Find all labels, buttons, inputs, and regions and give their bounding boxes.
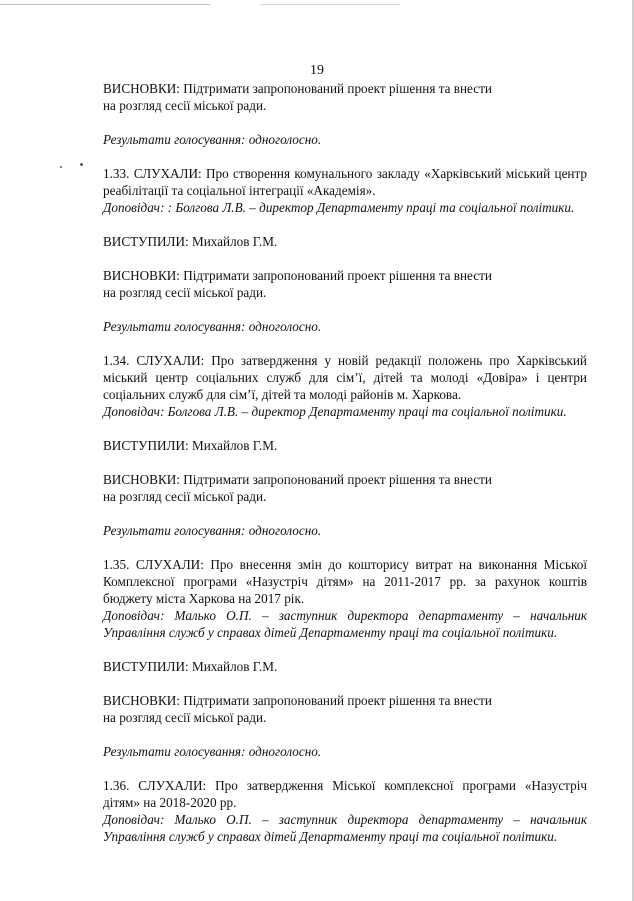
item-heard: 1.35. СЛУХАЛИ: Про внесення змін до кошторису витрат на виконання Міської Комплексної програми «Назустріч дітям» на 2011-2017 рр. за рахунок коштів бюджету міста Харкова на 2017 рік. — [103, 557, 587, 606]
item-vote-result: Результати голосування: одноголосно. — [103, 523, 322, 538]
item-spoke: ВИСТУПИЛИ: Михайлов Г.М. — [103, 234, 278, 249]
scan-edge-line — [260, 4, 400, 5]
item-conclusions: ВИСНОВКИ: Підтримати запропонований проект рішення та внести на розгляд сесії міської ради. — [103, 268, 492, 300]
item-spoke: ВИСТУПИЛИ: Михайлов Г.М. — [103, 659, 278, 674]
scan-speck — [60, 166, 62, 168]
item-conclusions: ВИСНОВКИ: Підтримати запропонований проект рішення та внести на розгляд сесії міської ради. — [103, 693, 492, 725]
agenda-item-1-33 — [103, 165, 587, 335]
agenda-item-1-35 — [103, 556, 587, 760]
intro-conclusions: ВИСНОВКИ: Підтримати запропонований проект рішення та внести на розгляд сесії міської ради. — [103, 81, 492, 113]
item-spoke: ВИСТУПИЛИ: Михайлов Г.М. — [103, 438, 278, 453]
scan-edge-line — [0, 4, 210, 5]
page-number: 19 — [310, 63, 324, 78]
item-vote-result: Результати голосування: одноголосно. — [103, 744, 322, 759]
item-heard: 1.36. СЛУХАЛИ: Про затвердження Міської комплексної програми «Назустріч дітям» на 2018-2020 рр. — [103, 778, 587, 810]
intro-vote-result: Результати голосування: одноголосно. — [103, 132, 322, 147]
item-speaker: Доповідач: Малько О.П. – заступник директора департаменту – начальник Управління служб у справах дітей Департаменту праці та соціальної політики. — [103, 608, 587, 640]
item-vote-result: Результати голосування: одноголосно. — [103, 319, 322, 334]
item-speaker: Доповідач: : Болгова Л.В. – директор Департаменту праці та соціальної політики. — [103, 200, 575, 215]
item-conclusions: ВИСНОВКИ: Підтримати запропонований проект рішення та внести на розгляд сесії міської ради. — [103, 472, 492, 504]
scan-speck — [80, 163, 83, 166]
agenda-item-1-34 — [103, 352, 587, 539]
item-heard: 1.33. СЛУХАЛИ: Про створення комунального закладу «Харківський міський центр реабілітації та соціальної інтеграції «Академія». — [103, 166, 587, 198]
item-speaker: Доповідач: Болгова Л.В. – директор Департаменту праці та соціальної політики. — [103, 404, 567, 419]
item-speaker: Доповідач: Малько О.П. – заступник директора департаменту – начальник Управління служб у справах дітей Департаменту праці та соціальної політики. — [103, 812, 587, 844]
item-heard: 1.34. СЛУХАЛИ: Про затвердження у новій редакції положень про Харківський міський центр соціальних служб для сім’ї, дітей та молоді «Довіра» і центри соціальних служб для сім’ї, дітей та молоді районів м. Харкова. — [103, 353, 587, 402]
agenda-item-1-36 — [103, 777, 587, 845]
document-body — [103, 80, 587, 845]
